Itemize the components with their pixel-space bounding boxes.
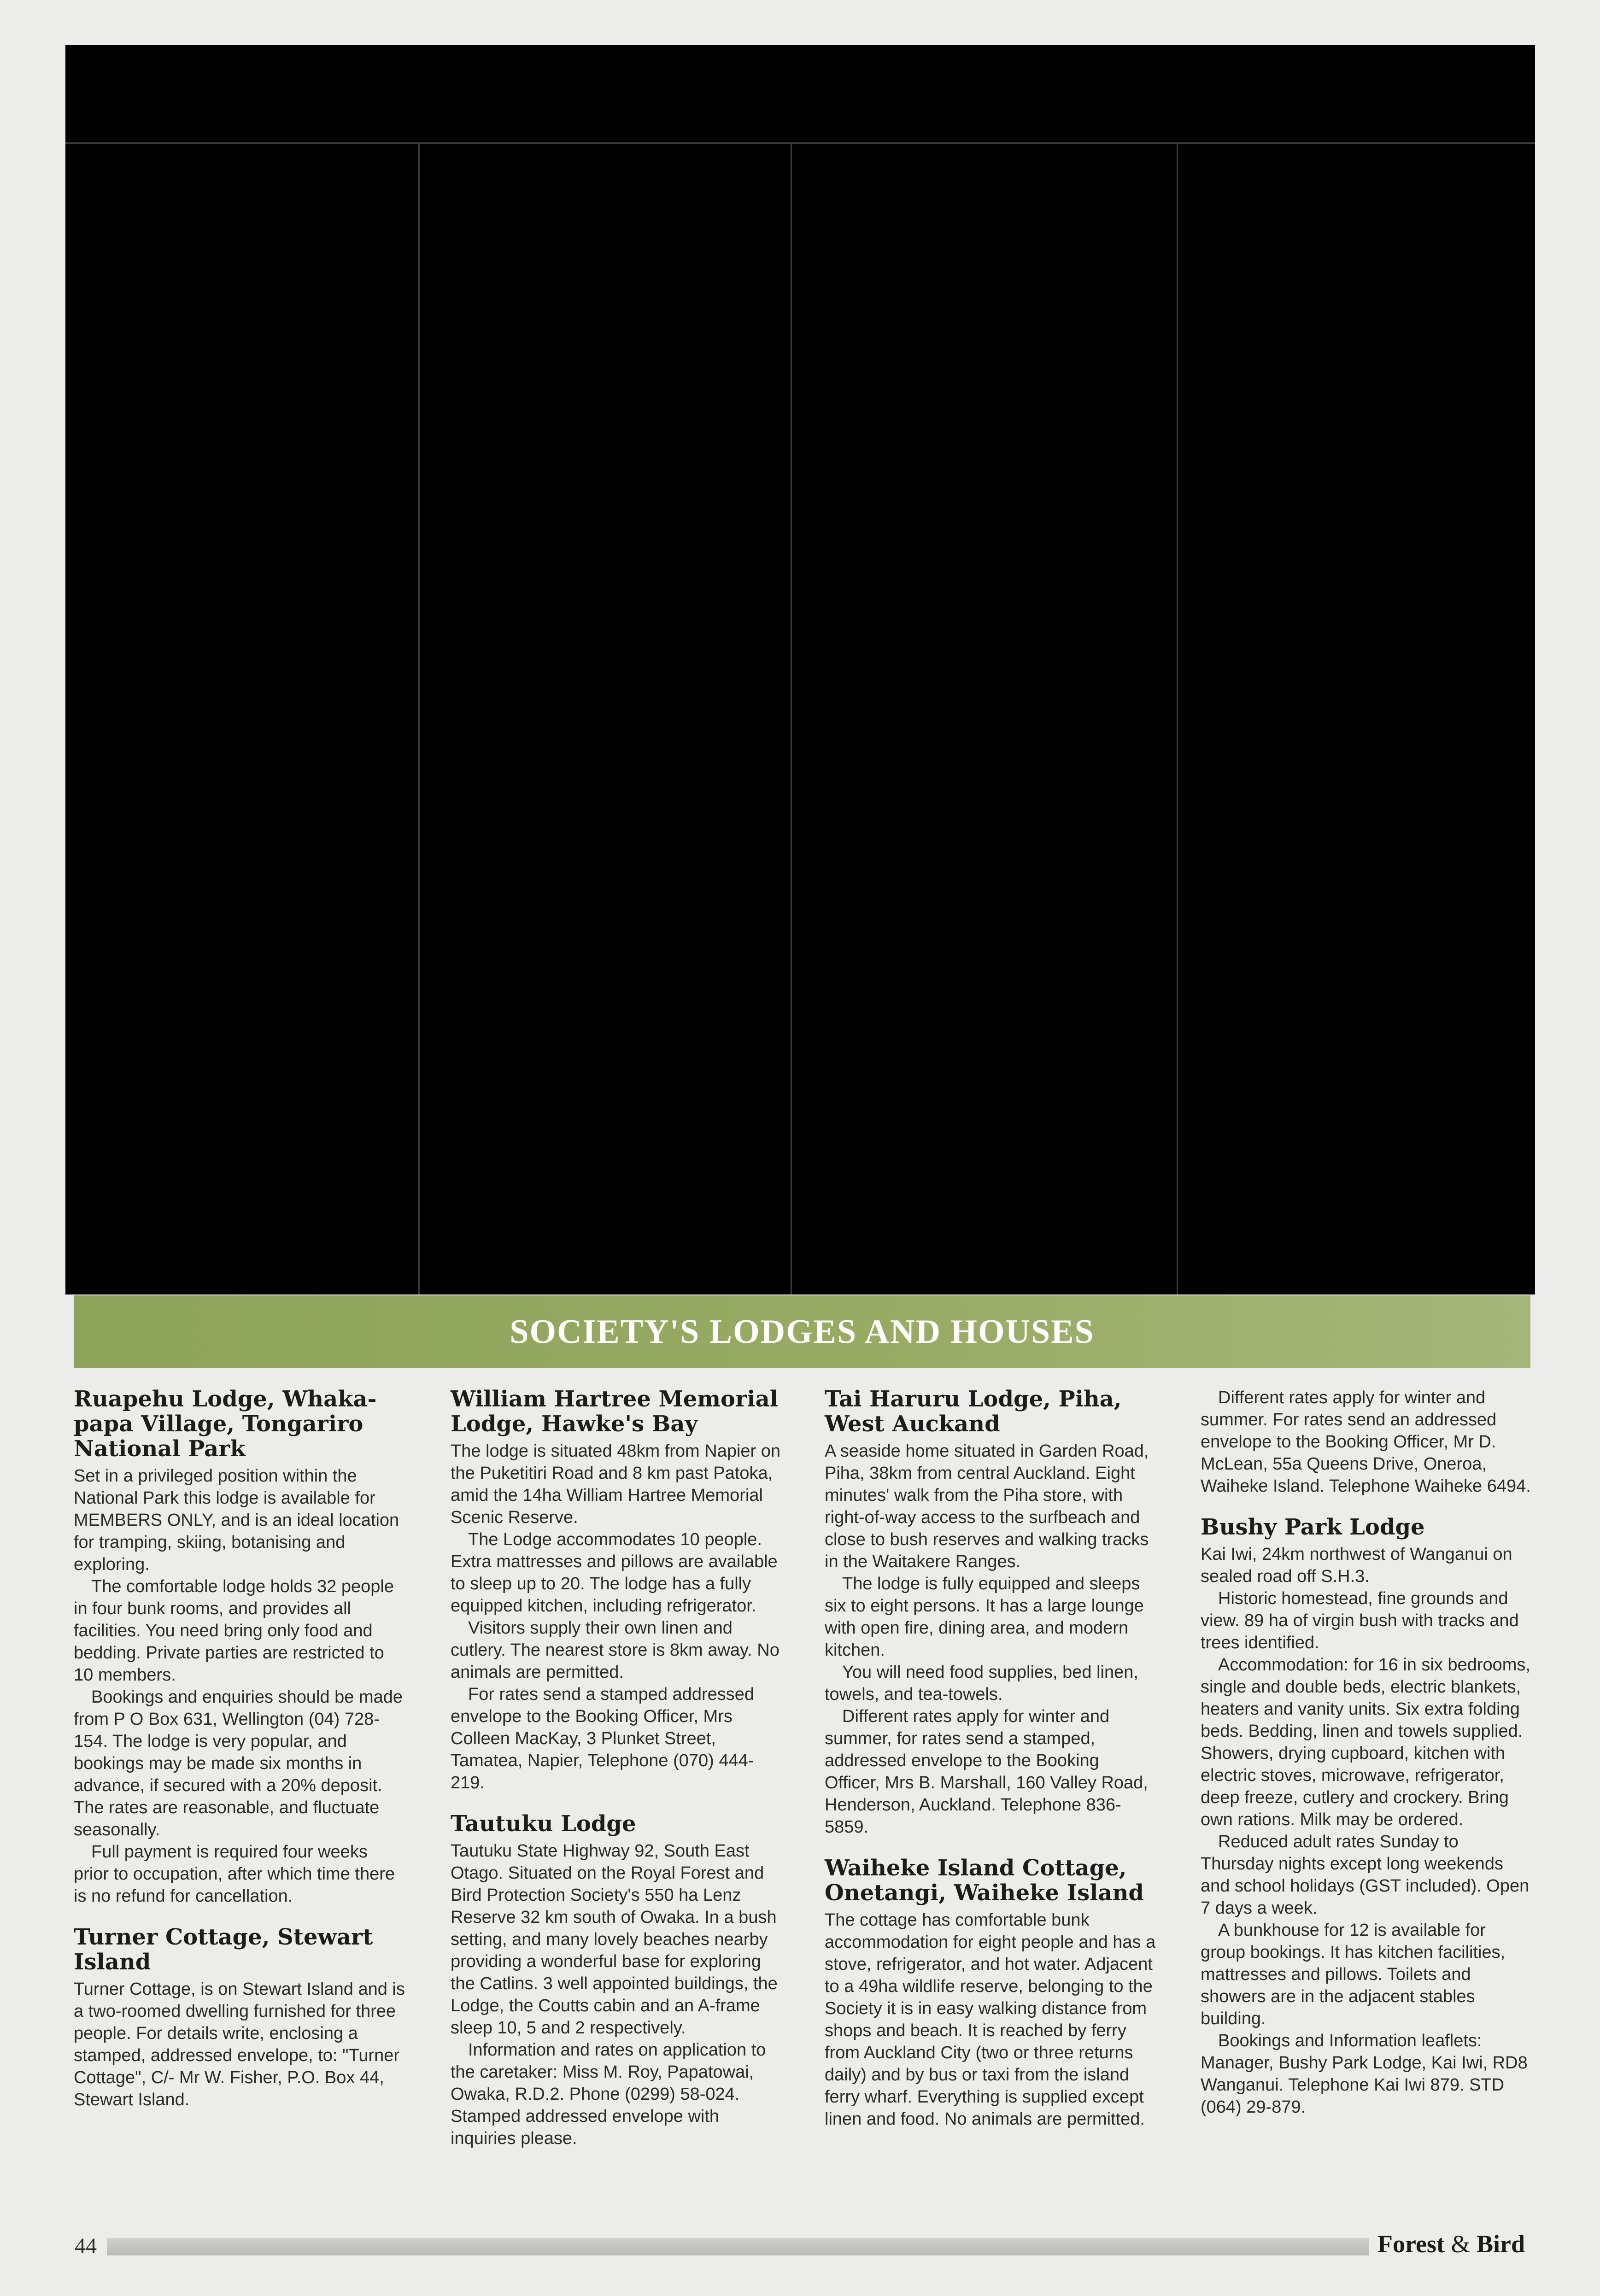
listing-paragraph: You will need food supplies, bed linen, towels, and tea-towels. (825, 1663, 1138, 1704)
listing-paragraph: Bookings and Information leaflets: Manager, Bushy Park Lodge, Kai Iwi, RD8 Wanganui. Telephone Kai Iwi 879. STD (064) 29-879. (1201, 2031, 1528, 2117)
listing-paragraph: The cottage has comfortable bunk accommodation for eight people and has a stove, refrigerator, and hot water. Adjacent to a 49ha wildlife reserve, belonging to the Society it is in easy walking distance from shops and beach. It is reached by ferry from Auckland City (two or three returns daily) and by bus or taxi from the island ferry wharf. Everything is supplied except linen and food. No animals are permitted. (825, 1910, 1156, 2129)
photo-divider (791, 144, 792, 1294)
listing-tai-haruru-lodge (825, 1387, 1156, 1838)
masthead (1377, 2230, 1525, 2258)
listing-paragraph: Turner Cottage, is on Stewart Island and is a two-roomed dwelling furnished for three people. For details write, enclosing a stamped, addressed envelope, to: "Turner Cottage", C/- Mr W. Fisher, P.O. Box 44, Stewart Island. (74, 1980, 405, 2109)
listing-heading: William Hartree Memorial Lodge, Hawke's Bay (451, 1386, 778, 1437)
masthead-forest: Forest (1377, 2230, 1445, 2258)
listing-paragraph: A seaside home situated in Garden Road, Piha, 38km from central Auckland. Eight minutes' walk from the Piha store, with right-of-way access to the surfbeach and close to bush reserves and walking tracks in the Waitakere Ranges. (825, 1441, 1149, 1571)
listing-bushy-park-lodge (1201, 1515, 1532, 2118)
text-column-3 (825, 1387, 1156, 2130)
text-column-1 (74, 1387, 405, 2111)
listing-paragraph: Set in a privileged position within the National Park this lodge is available for MEMBERS ONLY, and is an ideal location for tramping, skiing, botanising and exploring. (74, 1466, 399, 1574)
text-column-2 (451, 1387, 782, 2150)
listing-tautuku-lodge (451, 1811, 782, 2150)
listing-paragraph: The lodge is situated 48km from Napier on the Puketitiri Road and 8 km past Patoka, amid the 14ha William Hartree Memorial Scenic Reserve. (451, 1441, 781, 1527)
listing-william-hartree-lodge (451, 1387, 782, 1794)
listing-paragraph: Accommodation: for 16 in six bedrooms, single and double beds, electric blankets, heaters and vanity units. Six extra folding beds. Bedding, linen and towels supplied. Showers, drying cupboard, kitchen with electric stoves, microwave, refrigerator, deep freeze, cutlery and crockery. Bring own rations. Milk may be ordered. (1201, 1655, 1530, 1829)
listing-turner-cottage (74, 1925, 405, 2111)
listing-paragraph: For rates send a stamped addressed envelope to the Booking Officer, Mrs Colleen MacKay, 3 Plunket Street, Tamatea, Napier, Telephone (070) 444-219. (451, 1685, 755, 1792)
section-title: SOCIETY'S LODGES AND HOUSES (510, 1312, 1095, 1351)
listing-paragraph: Tautuku State Highway 92, South East Otago. Situated on the Royal Forest and Bird Protection Society's 550 ha Lenz Reserve 32 km south of Owaka. In a bush setting, and many lovely beaches nearby providing a wonderful base for exploring the Catlins. 3 well appointed buildings, the Lodge, the Coutts cabin and an A-frame sleep 10, 5 and 2 respectively. (451, 1841, 778, 2038)
listing-heading: Bushy Park Lodge (1201, 1514, 1425, 1540)
listing-ruapehu-lodge (74, 1387, 405, 1907)
photo-header-strip (65, 45, 1535, 144)
listing-heading: Turner Cottage, Stewart Island (74, 1924, 373, 1975)
listing-paragraph: Reduced adult rates Sunday to Thursday nights except long weekends and school holidays (GST included). Open 7 days a week. (1201, 1832, 1530, 1918)
masthead-ampersand: & (1451, 2230, 1471, 2258)
listing-paragraph: Bookings and enquiries should be made from P O Box 631, Wellington (04) 728-154. The lodge is very popular, and bookings may be made six months in advance, if secured with a 20% deposit. The rates are reasonable, and fluctuate seasonally. (74, 1687, 403, 1839)
text-column-4 (1201, 1387, 1532, 2118)
listing-waiheke-cottage (825, 1856, 1156, 2130)
photo-divider (418, 144, 420, 1294)
listing-paragraph: Different rates apply for winter and summer, for rates send a stamped, addressed envelope to the Booking Officer, Mrs B. Marshall, 160 Valley Road, Henderson, Auckland. Telephone 836-5859. (825, 1707, 1148, 1837)
listing-paragraph: Different rates apply for winter and summer. For rates send an addressed envelope to the Booking Officer, Mr D. McLean, 55a Queens Drive, Oneroa, Waiheke Island. Telephone Waiheke 6494. (1201, 1388, 1531, 1496)
listing-paragraph: Information and rates on application to the caretaker: Miss M. Roy, Papatowai, Owaka, R.D.2. Phone (0299) 58-024. Stamped addressed envelope with inquiries please. (451, 2040, 766, 2148)
photo-divider (1177, 144, 1178, 1294)
page-number: 44 (75, 2234, 97, 2258)
footer-rule (107, 2238, 1369, 2255)
listing-paragraph: Historic homestead, fine grounds and view. 89 ha of virgin bush with tracks and trees identified. (1201, 1589, 1519, 1652)
listing-heading: Ruapehu Lodge, Whaka-papa Village, Tongariro National Park (74, 1386, 377, 1462)
listing-heading: Waiheke Island Cottage, Onetangi, Waiheke Island (825, 1855, 1144, 1906)
listing-paragraph: Visitors supply their own linen and cutlery. The nearest store is 8km away. No animals are permitted. (451, 1618, 779, 1682)
photo-area (65, 45, 1535, 1294)
listing-heading: Tai Haruru Lodge, Piha, West Auckand (825, 1386, 1122, 1437)
listing-waiheke-rates (1201, 1387, 1532, 1497)
listing-paragraph: The Lodge accommodates 10 people. Extra mattresses and pillows are available to sleep up to 20. The lodge has a fully equipped kitchen, including refrigerator. (451, 1530, 778, 1616)
listing-paragraph: A bunkhouse for 12 is available for group bookings. It has kitchen facilities, mattresses and pillows. Toilets and showers are in the adjacent stables building. (1201, 1921, 1506, 2028)
listing-heading: Tautuku Lodge (451, 1811, 636, 1837)
listing-paragraph: Kai Iwi, 24km northwest of Wanganui on sealed road off S.H.3. (1201, 1545, 1512, 1586)
listing-paragraph: Full payment is required four weeks prior to occupation, after which time there is no refund for cancellation. (74, 1842, 395, 1906)
listing-paragraph: The lodge is fully equipped and sleeps six to eight persons. It has a large lounge with open fire, dining area, and modern kitchen. (825, 1574, 1144, 1660)
listing-paragraph: The comfortable lodge holds 32 people in four bunk rooms, and provides all facilities. You need bring only food and bedding. Private parties are restricted to 10 members. (74, 1577, 394, 1685)
section-banner (74, 1295, 1530, 1368)
masthead-bird: Bird (1476, 2230, 1525, 2258)
